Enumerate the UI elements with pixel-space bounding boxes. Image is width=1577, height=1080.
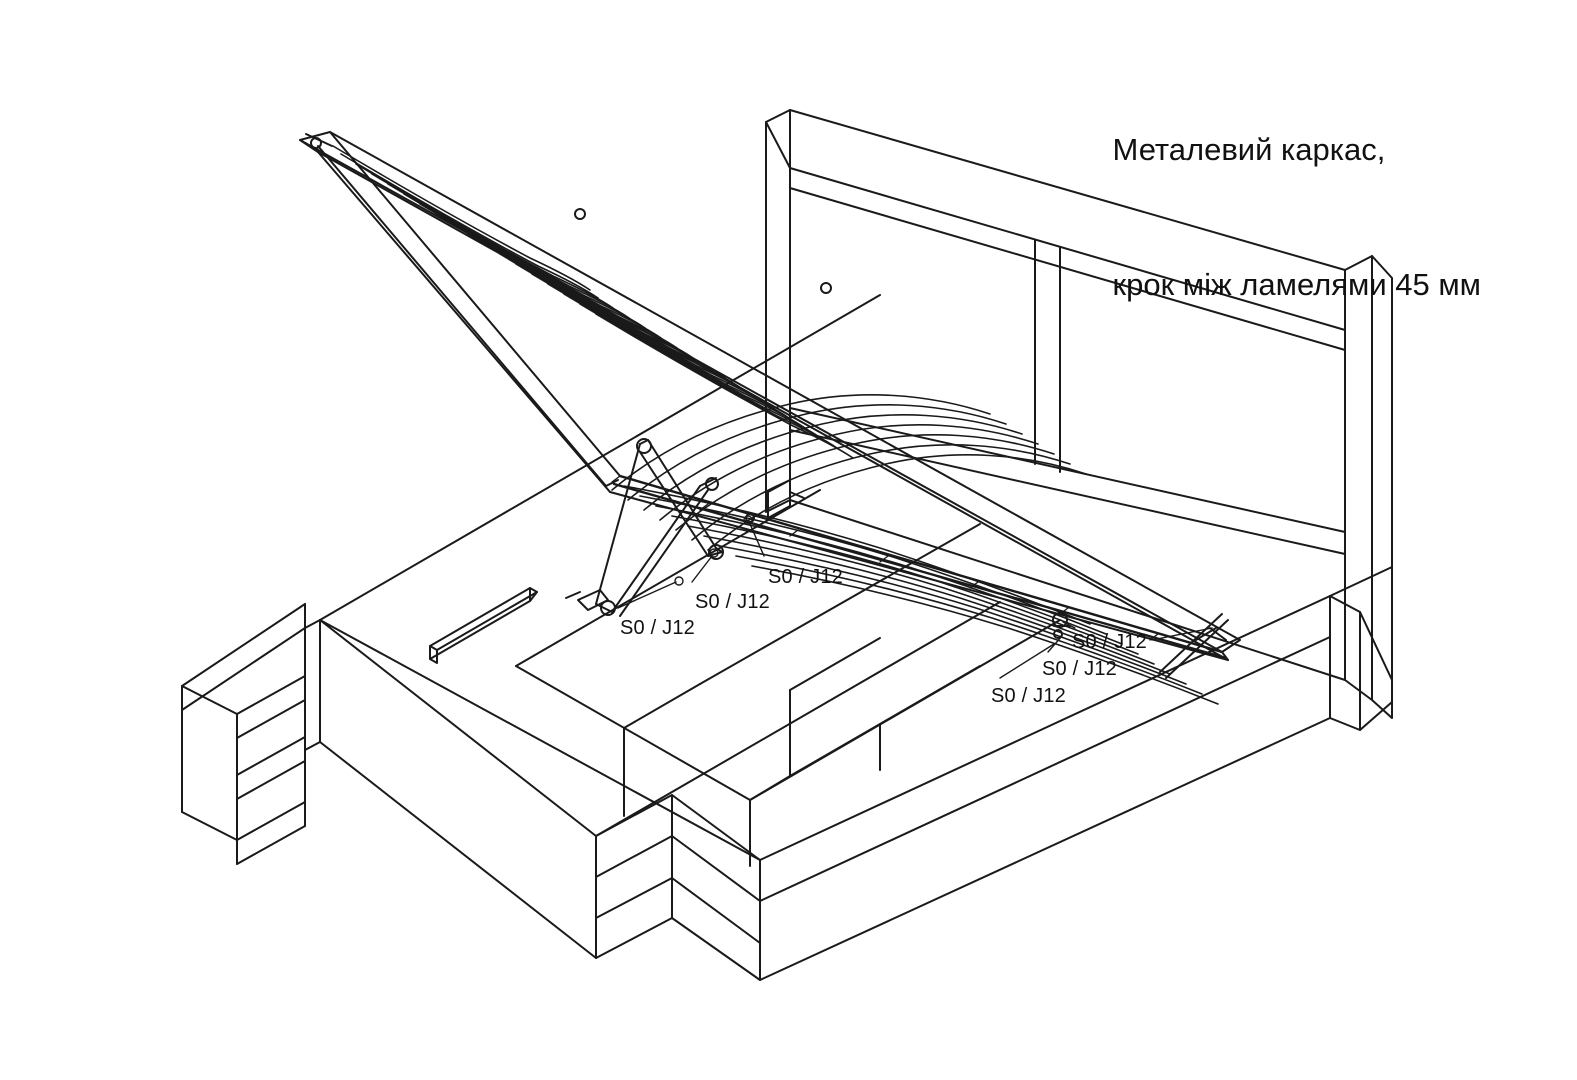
callout-label: S0 / J12 bbox=[695, 591, 770, 613]
note-line-2: крок між ламелями 45 мм bbox=[1112, 266, 1481, 302]
callout-label: S0 / J12 bbox=[768, 566, 843, 588]
callout-label: S0 / J12 bbox=[1072, 631, 1147, 653]
callout-label: S0 / J12 bbox=[620, 617, 695, 639]
callout-label: S0 / J12 bbox=[1042, 658, 1117, 680]
note-line-1: Металевий каркас, bbox=[1112, 131, 1386, 167]
lifted-slatted-frame bbox=[300, 132, 1240, 704]
callout-label: S0 / J12 bbox=[991, 685, 1066, 707]
headline-note bbox=[1113, 38, 1481, 398]
